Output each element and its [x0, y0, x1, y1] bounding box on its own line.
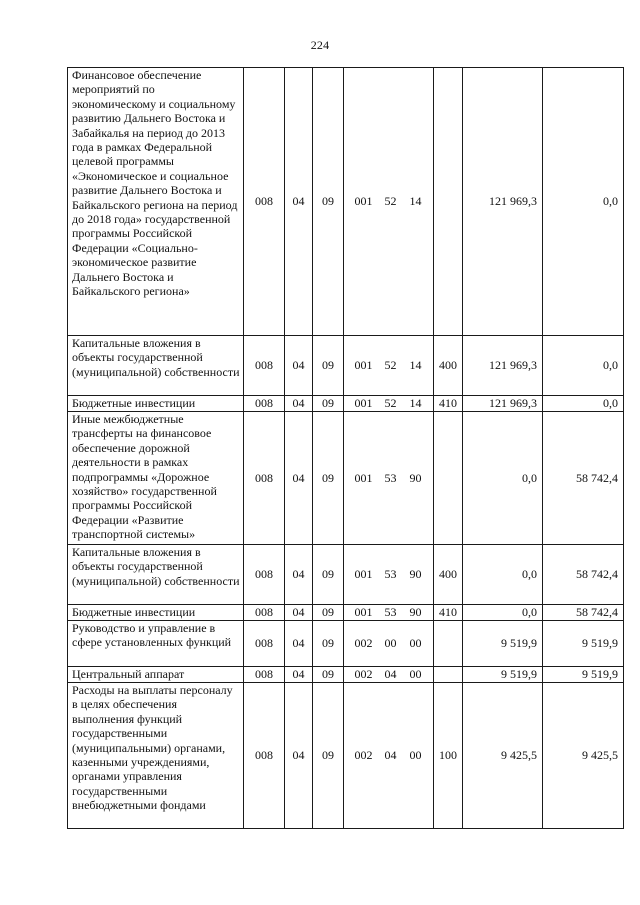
target-article-part-1: 001	[354, 396, 373, 411]
subsection-code: 09	[313, 621, 344, 667]
amount-second-year: 0,0	[543, 396, 624, 412]
target-article-code	[344, 667, 434, 683]
section-code: 04	[285, 545, 313, 605]
target-article-code	[344, 683, 434, 829]
ministry-code: 008	[244, 68, 285, 336]
table-row	[68, 545, 624, 605]
target-article-part-3: 14	[409, 358, 422, 373]
target-article-part-2: 52	[384, 358, 397, 373]
target-article-part-3: 90	[409, 605, 422, 620]
expense-type-code	[434, 412, 463, 545]
table-row	[68, 396, 624, 412]
amount-first-year: 121 969,3	[463, 68, 543, 336]
table-row	[68, 336, 624, 396]
target-article-part-3: 90	[409, 567, 422, 582]
subsection-code: 09	[313, 336, 344, 396]
subsection-code: 09	[313, 605, 344, 621]
target-article-part-3: 00	[409, 636, 422, 651]
amount-second-year: 9 425,5	[543, 683, 624, 829]
page-number: 224	[310, 38, 330, 52]
expense-type-code: 410	[434, 396, 463, 412]
target-article-code	[344, 396, 434, 412]
target-article-part-2: 00	[384, 636, 397, 651]
target-article-part-1: 002	[354, 667, 373, 682]
amount-first-year: 9 519,9	[463, 621, 543, 667]
row-name: Иные межбюджетные трансферты на финансовое обеспечение дорожной деятельности в рамках подпрограммы «Дорожное хозяйство» государственной программы Российской Федерации «Развитие транспортной системы»	[68, 412, 244, 545]
row-name: Руководство и управление в сфере установленных функций	[68, 621, 244, 667]
expense-type-code: 100	[434, 683, 463, 829]
target-article-part-2: 04	[384, 667, 397, 682]
section-code: 04	[285, 683, 313, 829]
table-row	[68, 683, 624, 829]
target-article-part-3: 14	[409, 396, 422, 411]
target-article-part-1: 001	[354, 605, 373, 620]
target-article-code	[344, 68, 434, 336]
amount-second-year: 0,0	[543, 336, 624, 396]
row-name: Бюджетные инвестиции	[68, 396, 244, 412]
amount-first-year: 0,0	[463, 412, 543, 545]
target-article-part-3: 00	[409, 748, 422, 763]
row-name: Расходы на выплаты персоналу в целях обеспечения выполнения функций государственными (муниципальными) органами, казенными учреждениями, органами управления государственными внебюджетными фондами	[68, 683, 244, 829]
target-article-part-3: 00	[409, 667, 422, 682]
ministry-code: 008	[244, 412, 285, 545]
amount-first-year: 9 425,5	[463, 683, 543, 829]
target-article-part-1: 001	[354, 470, 373, 485]
ministry-code: 008	[244, 621, 285, 667]
table-row	[68, 605, 624, 621]
expense-type-code: 400	[434, 336, 463, 396]
subsection-code: 09	[313, 667, 344, 683]
amount-second-year: 0,0	[543, 68, 624, 336]
subsection-code: 09	[313, 396, 344, 412]
section-code: 04	[285, 621, 313, 667]
target-article-code	[344, 412, 434, 545]
amount-second-year: 58 742,4	[543, 545, 624, 605]
amount-second-year: 58 742,4	[543, 605, 624, 621]
budget-table	[67, 67, 624, 829]
target-article-part-2: 53	[384, 567, 397, 582]
row-name: Бюджетные инвестиции	[68, 605, 244, 621]
target-article-part-1: 001	[354, 358, 373, 373]
target-article-code	[344, 336, 434, 396]
amount-first-year: 121 969,3	[463, 396, 543, 412]
ministry-code: 008	[244, 396, 285, 412]
section-code: 04	[285, 336, 313, 396]
target-article-part-2: 52	[384, 194, 397, 209]
target-article-code	[344, 545, 434, 605]
section-code: 04	[285, 68, 313, 336]
subsection-code: 09	[313, 545, 344, 605]
section-code: 04	[285, 667, 313, 683]
expense-type-code: 400	[434, 545, 463, 605]
target-article-part-3: 90	[409, 470, 422, 485]
ministry-code: 008	[244, 545, 285, 605]
target-article-part-1: 001	[354, 567, 373, 582]
row-name: Центральный аппарат	[68, 667, 244, 683]
section-code: 04	[285, 396, 313, 412]
amount-second-year: 58 742,4	[543, 412, 624, 545]
table-row	[68, 621, 624, 667]
expense-type-code: 410	[434, 605, 463, 621]
expense-type-code	[434, 68, 463, 336]
subsection-code: 09	[313, 683, 344, 829]
ministry-code: 008	[244, 336, 285, 396]
section-code: 04	[285, 412, 313, 545]
subsection-code: 09	[313, 412, 344, 545]
amount-first-year: 9 519,9	[463, 667, 543, 683]
target-article-part-1: 002	[354, 636, 373, 651]
target-article-part-3: 14	[409, 194, 422, 209]
target-article-code	[344, 605, 434, 621]
expense-type-code	[434, 667, 463, 683]
row-name: Капитальные вложения в объекты государственной (муниципальной) собственности	[68, 545, 244, 605]
ministry-code: 008	[244, 667, 285, 683]
target-article-code	[344, 621, 434, 667]
ministry-code: 008	[244, 605, 285, 621]
ministry-code: 008	[244, 683, 285, 829]
table-row	[68, 412, 624, 545]
subsection-code: 09	[313, 68, 344, 336]
expense-type-code	[434, 621, 463, 667]
amount-first-year: 0,0	[463, 605, 543, 621]
target-article-part-2: 04	[384, 748, 397, 763]
target-article-part-2: 53	[384, 605, 397, 620]
amount-second-year: 9 519,9	[543, 667, 624, 683]
row-name: Капитальные вложения в объекты государственной (муниципальной) собственности	[68, 336, 244, 396]
table-row	[68, 68, 624, 336]
amount-first-year: 0,0	[463, 545, 543, 605]
row-name: Финансовое обеспечение мероприятий по экономическому и социальному развитию Дальнего Востока и Забайкалья на период до 2013 года в рамках Федеральной целевой программы «Экономическое и социальное развитие Дальнего Востока и Байкальского региона на период до 2018 года» государственной программы Российской Федерации «Социально- экономическое развитие Дальнего Востока и Байкальского региона»	[68, 68, 244, 336]
section-code: 04	[285, 605, 313, 621]
target-article-part-2: 53	[384, 470, 397, 485]
amount-second-year: 9 519,9	[543, 621, 624, 667]
target-article-part-2: 52	[384, 396, 397, 411]
target-article-part-1: 002	[354, 748, 373, 763]
target-article-part-1: 001	[354, 194, 373, 209]
table-row	[68, 667, 624, 683]
amount-first-year: 121 969,3	[463, 336, 543, 396]
